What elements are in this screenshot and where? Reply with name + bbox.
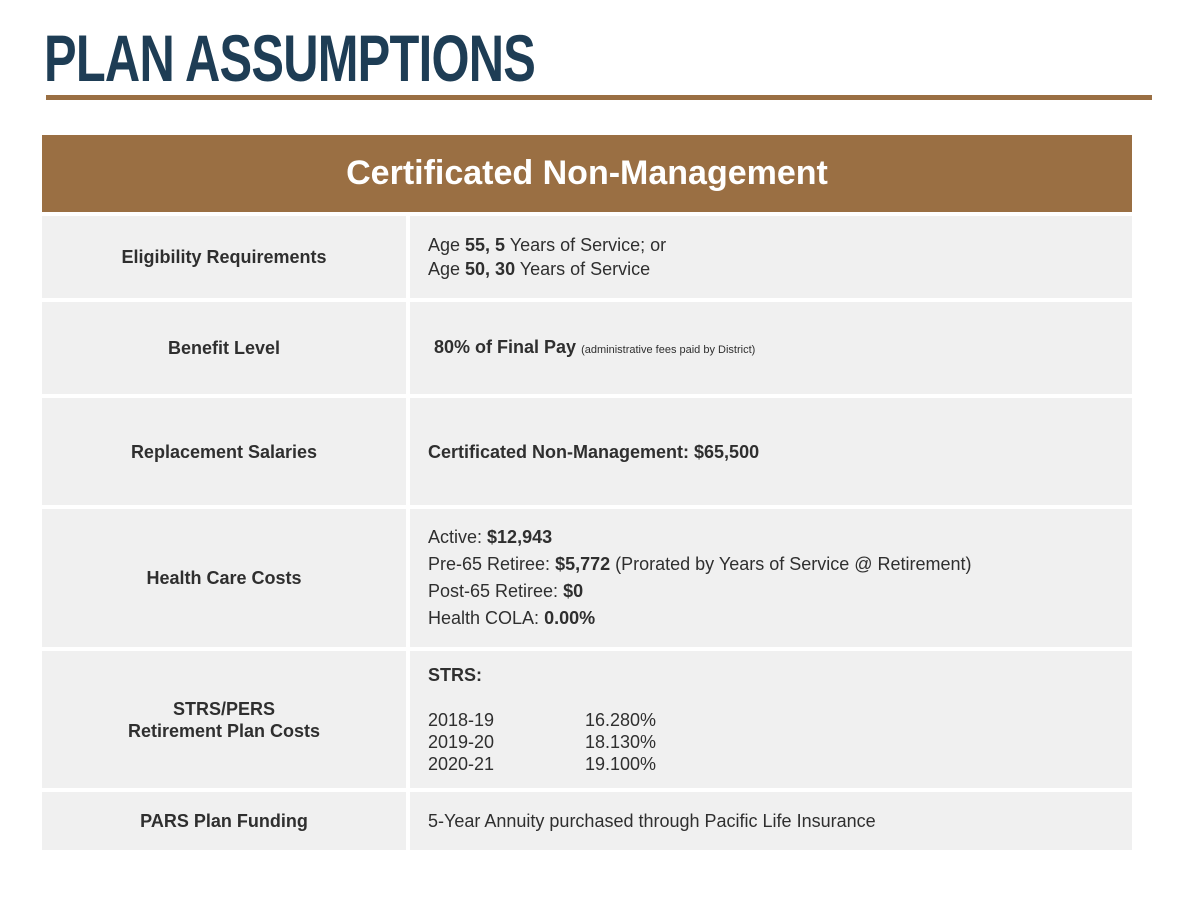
health-cola — [428, 605, 1132, 632]
health-cola-label: Health COLA: — [428, 608, 545, 628]
strs-pers-label-line-2: Retirement Plan Costs — [127, 720, 321, 741]
eligibility-label: Eligibility Requirements — [42, 216, 406, 298]
strs-year: 2018-19 — [428, 710, 495, 730]
row-pars-plan-funding — [42, 792, 1132, 850]
strs-rate: 19.100% — [585, 754, 657, 774]
eligibility-line-2-post: Years of Service — [515, 259, 651, 279]
row-replacement-salaries — [42, 398, 1132, 505]
health-pre65-note: (Prorated by Years of Service @ Retirement) — [610, 554, 972, 574]
strs-pers-value — [410, 651, 1132, 788]
strs-year: 2019-20 — [428, 732, 495, 752]
replacement-salaries-label: Replacement Salaries — [42, 398, 406, 505]
health-active-label: Active: — [428, 527, 488, 547]
title-rule — [46, 95, 1152, 100]
pars-plan-funding-text: 5-Year Annuity purchased through Pacific Life Insurance — [428, 811, 876, 831]
eligibility-line-1 — [428, 233, 1132, 257]
plan-assumptions-table — [42, 135, 1132, 854]
eligibility-line-2 — [428, 257, 1132, 281]
benefit-level-label: Benefit Level — [42, 302, 406, 394]
eligibility-line-1-pre: Age — [428, 235, 466, 255]
strs-rate: 18.130% — [585, 732, 657, 752]
strs-pers-label-line-1: STRS/PERS — [172, 698, 276, 719]
benefit-level-value — [410, 302, 1132, 394]
eligibility-line-2-age: 50, 30 — [465, 259, 516, 279]
strs-year: 2020-21 — [428, 754, 495, 774]
strs-rate-row — [428, 731, 1132, 753]
strs-rate: 16.280% — [585, 710, 657, 730]
strs-rate-row — [428, 709, 1132, 731]
health-cola-value: 0.00% — [544, 608, 596, 628]
strs-heading: STRS: — [428, 665, 482, 685]
health-care-costs-value — [410, 509, 1132, 647]
replacement-salaries-value — [410, 398, 1132, 505]
health-active — [428, 524, 1132, 551]
health-pre65 — [428, 551, 1132, 578]
row-eligibility — [42, 216, 1132, 298]
pars-plan-funding-label: PARS Plan Funding — [42, 792, 406, 850]
benefit-level-note: (administrative fees paid by District) — [581, 343, 756, 356]
health-post65-value: $0 — [563, 581, 584, 601]
strs-rate-row — [428, 753, 1132, 775]
eligibility-line-1-post: Years of Service; or — [505, 235, 667, 255]
health-pre65-value: $5,772 — [555, 554, 611, 574]
eligibility-value — [410, 216, 1132, 298]
replacement-salaries-text: Certificated Non-Management: $65,500 — [428, 441, 760, 462]
eligibility-line-1-age: 55, 5 — [465, 235, 506, 255]
health-post65 — [428, 578, 1132, 605]
benefit-level-main: 80% of Final Pay — [434, 336, 577, 357]
health-care-costs-label: Health Care Costs — [42, 509, 406, 647]
health-active-value: $12,943 — [487, 527, 553, 547]
row-benefit-level — [42, 302, 1132, 394]
row-health-care-costs — [42, 509, 1132, 647]
eligibility-line-2-pre: Age — [428, 259, 466, 279]
health-post65-label: Post-65 Retiree: — [428, 581, 564, 601]
health-pre65-label: Pre-65 Retiree: — [428, 554, 556, 574]
benefit-level-line — [428, 335, 1132, 362]
strs-pers-label — [42, 651, 406, 788]
pars-plan-funding-value — [410, 792, 1132, 850]
table-header: Certificated Non-Management — [42, 135, 1132, 212]
row-strs-pers — [42, 651, 1132, 788]
page-title: PLAN ASSUMPTIONS — [44, 21, 536, 95]
